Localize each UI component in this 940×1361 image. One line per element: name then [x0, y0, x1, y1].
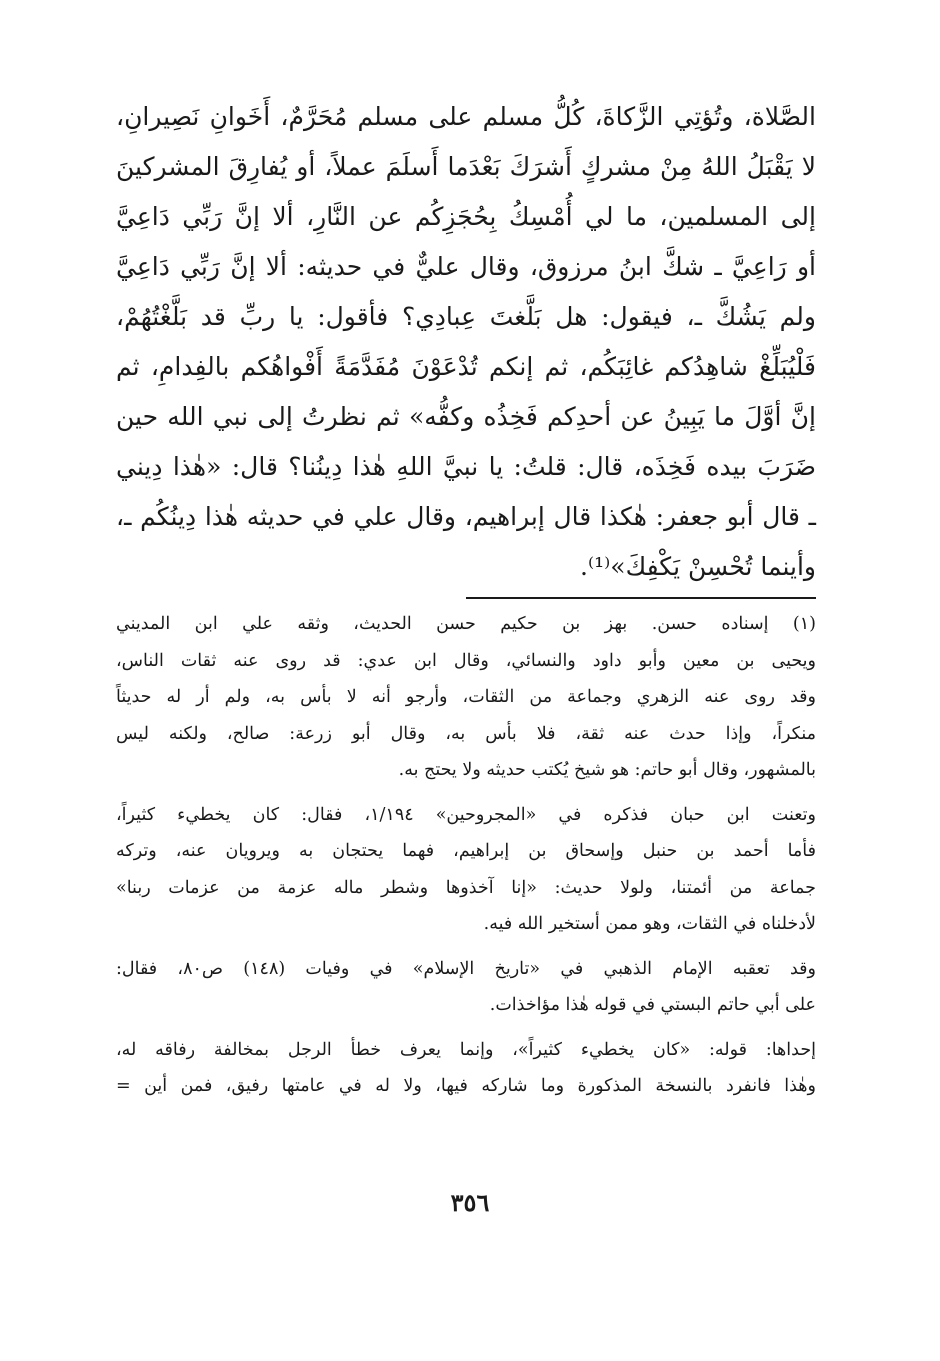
page-number: ٣٥٦ [450, 1188, 490, 1217]
main-text-line: إنَّ أوَّلَ ما يَبِينُ عن أحدِكم فَخِذُه وكفُّه» ثم نظرتُ إلى نبي الله حين [116, 402, 816, 431]
footnote-line: على أبي حاتم البستي في قوله هٰذا مؤاخذات. [489, 995, 816, 1015]
footnote-line: وتعنت ابن حبان فذكره في «المجروحين» ١/١٩٤، فقال: كان يخطيء كثيراً، [116, 804, 816, 825]
main-text [116, 92, 816, 592]
footnote-line: بالمشهور، وقال أبو حاتم: هو شيخ يُكتب حديثه ولا يحتج به. [398, 760, 816, 780]
footnote-line: فأما أحمد بن حنبل وإسحاق بن إبراهيم، فهما يحتجان به ويرويان عنه، وتركه [116, 841, 816, 861]
main-text-line: وأينما تُحْسِنْ يَكْفِكَ»⁽¹⁾. [580, 552, 816, 581]
footnote-line: وهٰذا فانفرد بالنسخة المذكورة وما شاركه فيها، ولا له في عامتها رفيق، فمن أين = [116, 1076, 816, 1096]
main-text-line: ضَرَبَ بيده فَخِذَه، قال: قلتُ: يا نبيَّ اللهِ هٰذا دِينُنا؟ قال: «هٰذا دِيني [116, 452, 816, 481]
main-text-line: ولم يَشُكَّ ـ، فيقول: هل بَلَّغتَ عِبادِي؟ فأقول: يا ربِّ قد بَلَّغْتُهُمْ، [116, 302, 816, 331]
footnotes [116, 606, 816, 1113]
main-text-line: فَلْيُبَلِّغْ شاهِدُكم غائِبَكُم، ثم إنكم تُدْعَوْنَ مُفَدَّمَةً أَفْواهُكم بالفِدامِ، ثم [116, 352, 816, 381]
footnote-line: وقد تعقبه الإمام الذهبي في «تاريخ الإسلام» في وفيات (١٤٨) ص٨٠، فقال: [116, 958, 817, 979]
main-text-line: لا يَقْبَلُ اللهُ مِنْ مشركٍ أَشرَكَ بَعْدَما أَسلَمَ عملاً، أو يُفارِقَ المشركينَ [116, 152, 816, 181]
footnote-divider [466, 597, 816, 599]
main-text-line: إلى المسلمين، ما لي أُمْسِكُ بِحُجَزِكُم عن النَّارِ، ألا إنَّ رَبِّي دَاعِيَّ [116, 202, 816, 231]
footnote-line: منكراً، وإذا حدث عنه ثقة، فلا بأس به، وقال أبو زرعة: صالح، ولكنه ليس [116, 723, 816, 744]
main-text-line: الصَّلاة، وتُؤتِي الزَّكاةَ، كُلُّ مسلم على مسلم مُحَرَّمٌ، أَخَوانِ نَصِيرانِ، [116, 102, 816, 131]
footnote-line: جماعة من أئمتنا، ولولا حديث: «إنا آخذوها وشطر ماله عزمة من عزمات ربنا» [116, 877, 816, 898]
footnote-line: لأدخلناه في الثقات، وهو ممن أستخير الله فيه. [483, 914, 816, 934]
footnote-line: وقد روى عنه الزهري وجماعة من الثقات، وأرجو أنه لا بأس به، ولم أر له حديثاً [116, 687, 816, 707]
footnote-paragraph [116, 797, 816, 943]
footnote-paragraph [116, 606, 816, 789]
footnote-line: (١) إسناده حسن. بهز بن حكيم حسن الحديث، وثقه علي ابن المديني [116, 614, 816, 634]
footnote-paragraph [116, 951, 816, 1024]
main-text-line: أو رَاعِيَّ ـ شكَّ ابنُ مرزوق، وقال عليٌّ في حديثه: ألا إنَّ رَبِّي دَاعِيَّ [116, 252, 816, 281]
footnote-line: إحداها: قوله: «كان يخطيء كثيراً»، وإنما يعرف خطأ الرجل بمخالفة رفاقه له، [116, 1039, 816, 1060]
footnote-line: ويحيى بن معين وأبو داود والنسائي، وقال ابن عدي: قد روى عنه ثقات الناس، [116, 650, 817, 671]
footnote-paragraph [116, 1032, 816, 1105]
main-text-line: ـ قال أبو جعفر: هٰكذا قال إبراهيم، وقال علي في حديثه هٰذا دِينُكُم ـ، [116, 502, 816, 531]
